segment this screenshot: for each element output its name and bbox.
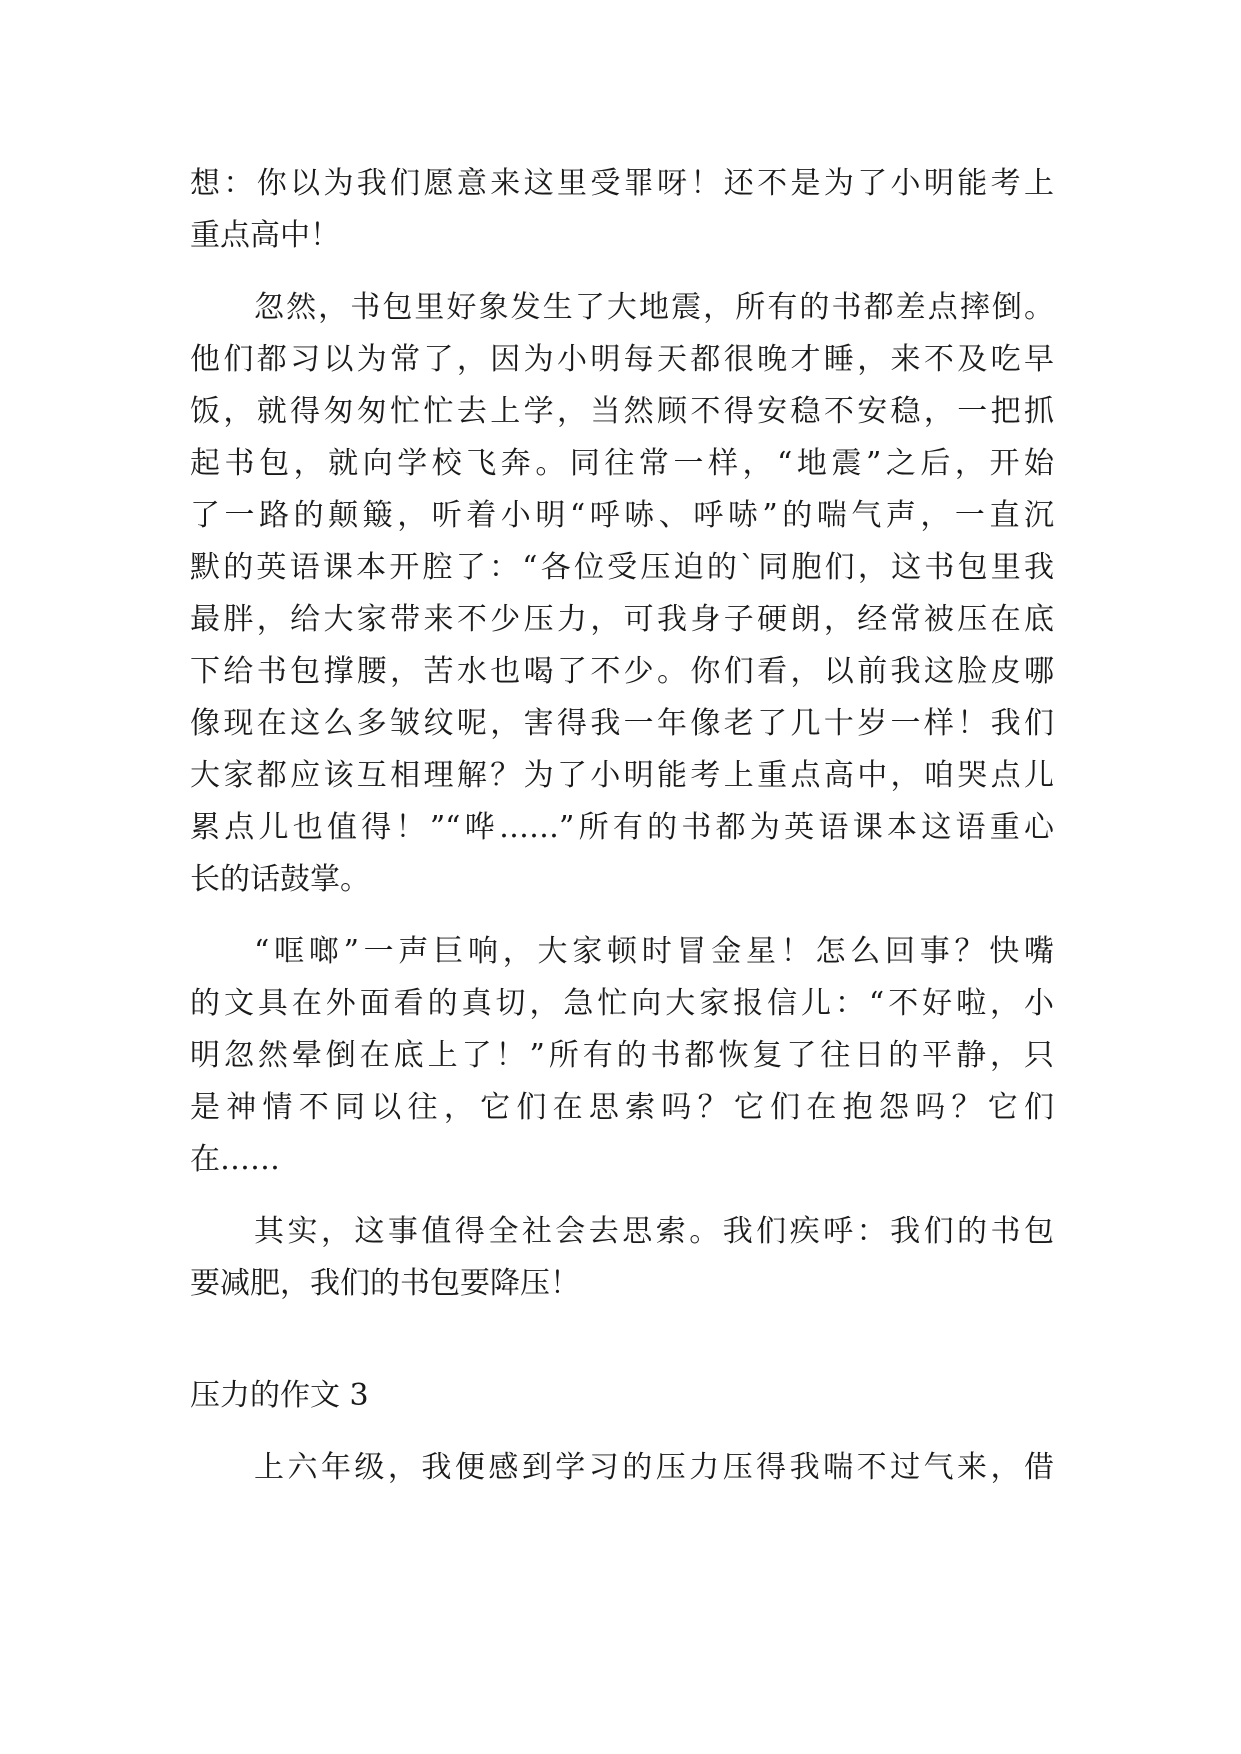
text-line: 像现在这么多皱纹呢，害得我一年像老了几十岁一样！我们 — [190, 706, 1054, 741]
paragraph-4 — [190, 1206, 1054, 1310]
text-line: 要减肥，我们的书包要降压！ — [190, 1266, 580, 1301]
paragraph-2 — [190, 282, 1054, 906]
text-line: 在…… — [190, 1142, 280, 1177]
text-line: 重点高中！ — [190, 218, 340, 253]
text-line: 是神情不同以往，它们在思索吗？它们在抱怨吗？它们 — [190, 1090, 1054, 1125]
text-line: 明忽然晕倒在底上了！”所有的书都恢复了往日的平静，只 — [190, 1038, 1054, 1073]
paragraph-3 — [190, 926, 1054, 1186]
text-line: 下给书包撑腰，苦水也喝了不少。你们看，以前我这脸皮哪 — [190, 654, 1054, 689]
text-line: 忽然，书包里好象发生了大地震，所有的书都差点摔倒。 — [254, 290, 1054, 325]
text-line: 长的话鼓掌。 — [190, 862, 370, 897]
text-line: 默的英语课本开腔了：“各位受压迫的`同胞们，这书包里我 — [190, 550, 1054, 585]
text-line: 最胖，给大家带来不少压力，可我身子硬朗，经常被压在底 — [190, 602, 1054, 637]
text-line: 大家都应该互相理解？为了小明能考上重点高中，咱哭点儿 — [190, 758, 1054, 793]
paragraph-1 — [190, 158, 1054, 262]
text-line: 其实，这事值得全社会去思索。我们疾呼：我们的书包 — [254, 1214, 1054, 1249]
text-line: 饭，就得匆匆忙忙去上学，当然顾不得安稳不安稳，一把抓 — [190, 394, 1054, 429]
text-line: 他们都习以为常了，因为小明每天都很晚才睡，来不及吃早 — [190, 342, 1054, 377]
text-line: 想：你以为我们愿意来这里受罪呀！还不是为了小明能考上 — [190, 166, 1054, 201]
text-line: 累点儿也值得！”“哗……”所有的书都为英语课本这语重心 — [190, 810, 1054, 845]
text-line: “哐啷”一声巨响，大家顿时冒金星！怎么回事？快嘴 — [254, 934, 1054, 969]
section-first-line: 上六年级，我便感到学习的压力压得我喘不过气来，借 — [254, 1450, 1054, 1485]
text-line: 的文具在外面看的真切，急忙向大家报信儿：“不好啦，小 — [190, 986, 1054, 1021]
text-line: 了一路的颠簸，听着小明“呼哧、呼哧”的喘气声，一直沉 — [190, 498, 1054, 533]
document-page — [190, 158, 1054, 1494]
text-line: 起书包，就向学校飞奔。同往常一样，“地震”之后，开始 — [190, 446, 1054, 481]
section-heading: 压力的作文 3 — [190, 1378, 369, 1413]
